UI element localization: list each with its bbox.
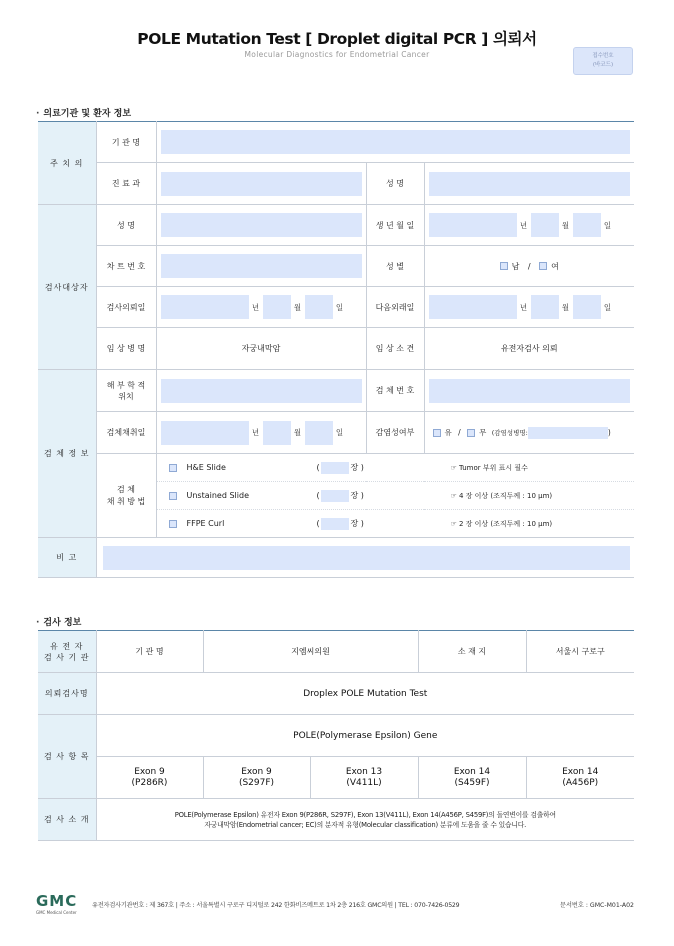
- exon-item: [418, 757, 526, 799]
- section-title-test: [36, 615, 81, 628]
- page-title: POLE Mutation Test [ Droplet digital PCR ] 의뢰서: [137, 30, 537, 48]
- patient-header: 검사대상자: [38, 205, 96, 370]
- exon-variant: (V411L): [346, 777, 382, 788]
- he-checkbox[interactable]: [169, 464, 177, 472]
- exon-variant: (S459F): [454, 777, 490, 788]
- ffpe-label: FFPE Curl: [186, 519, 225, 528]
- year-unit: 년: [519, 220, 528, 230]
- department-input[interactable]: [161, 172, 362, 196]
- collect-year-input[interactable]: [161, 421, 249, 445]
- exon-variant: (P286R): [131, 777, 168, 788]
- request-date-label: 검사의뢰일: [96, 287, 156, 328]
- bullet-icon: ·: [36, 618, 40, 628]
- exon-name: Exon 9: [134, 766, 165, 777]
- specimen-number-input[interactable]: [429, 379, 631, 403]
- he-count-input[interactable]: [321, 462, 349, 474]
- female-label: 여: [551, 261, 559, 271]
- next-day-input[interactable]: [573, 295, 601, 319]
- receipt-label: 접수번호: [592, 53, 614, 59]
- gmc-logo: [36, 892, 82, 915]
- receipt-barcode-box: [573, 47, 633, 75]
- collect-date-label: 검체채취일: [96, 412, 156, 454]
- next-visit-label: 다음외래일: [366, 287, 424, 328]
- birth-label: 생 년 월 일: [366, 205, 424, 246]
- specimen-number-label: 검 체 번 호: [366, 370, 424, 412]
- request-date-field: [157, 295, 366, 319]
- findings-label: 임 상 소 견: [366, 328, 424, 370]
- infection-detail-label: (감염성병명:: [491, 428, 528, 437]
- doctor-header: 주 치 의: [38, 122, 96, 205]
- test-info-table: [38, 630, 634, 841]
- page-subtitle: Molecular Diagnostics for Endometrial Cancer: [244, 50, 430, 59]
- day-unit: 일: [603, 302, 612, 312]
- sex-separator: /: [527, 261, 531, 271]
- location-label: 소 재 지: [418, 631, 526, 673]
- unstained-unit: 장 ): [350, 491, 364, 500]
- lab-institution-value: 지엠씨의원: [203, 631, 418, 673]
- site-input[interactable]: [161, 379, 362, 403]
- paren-open: (: [316, 463, 320, 472]
- exon-item: [96, 757, 203, 799]
- exon-variant: (S297F): [238, 777, 275, 788]
- patient-name-input[interactable]: [161, 213, 362, 237]
- req-month-input[interactable]: [263, 295, 291, 319]
- chart-input[interactable]: [161, 254, 362, 278]
- infection-label: 감염성여부: [366, 412, 424, 454]
- unstained-checkbox[interactable]: [169, 492, 177, 500]
- infection-name-input[interactable]: [528, 427, 608, 439]
- intro-line1: POLE(Polymerase Epsilon) 유전자 Exon 9(P286R, S297F), Exon 13(V411L), Exon 14(A456P, S459F)의 돌연변이를 검출하여: [174, 810, 556, 819]
- ffpe-checkbox[interactable]: [169, 520, 177, 528]
- site-label: [96, 370, 156, 412]
- infection-no-label: 무: [479, 427, 487, 437]
- diagnosis-value: 자궁내막암: [156, 328, 366, 370]
- unstained-note: ☞ 4 장 이상 (조직두께 : 10 μm): [450, 491, 553, 500]
- collect-date-field: [157, 421, 366, 445]
- year-unit: 년: [251, 428, 260, 437]
- next-visit-field: [425, 295, 635, 319]
- exon-item: [526, 757, 634, 799]
- items-header: 검 사 항 목: [38, 715, 96, 799]
- male-label: 남: [511, 261, 520, 271]
- method-row-he: [156, 454, 634, 482]
- doctor-name-label: 성 명: [366, 163, 424, 205]
- year-unit: 년: [519, 302, 528, 312]
- intro-line2: 자궁내막암(Endometrial cancer; EC)의 분자적 유형(Molecular classification) 분류에 도움을 줄 수 있습니다.: [204, 820, 527, 829]
- section-title-text: 검사 정보: [43, 618, 82, 628]
- institution-label: 기 관 명: [96, 122, 156, 163]
- req-year-input[interactable]: [161, 295, 249, 319]
- infection-yes-label: 유: [444, 427, 452, 437]
- patient-name-label: 성 명: [96, 205, 156, 246]
- month-unit: 월: [293, 428, 302, 437]
- req-day-input[interactable]: [305, 295, 333, 319]
- exon-variant: (A456P): [562, 777, 599, 788]
- male-checkbox[interactable]: [500, 262, 508, 270]
- site-label-line1: 해 부 학 적: [106, 380, 146, 390]
- infection-yes-checkbox[interactable]: [433, 429, 441, 437]
- document-number: 문서번호 : GMC-M01-A02: [559, 902, 634, 909]
- diagnosis-label: 임 상 병 명: [96, 328, 156, 370]
- month-unit: 월: [293, 302, 302, 312]
- logo-text: GMC: [36, 892, 78, 910]
- method-row-ffpe: [156, 510, 634, 538]
- method-row-unstained: [156, 482, 634, 510]
- institution-input[interactable]: [161, 130, 631, 154]
- sex-label: 성 별: [366, 246, 424, 287]
- remark-header: 비 고: [38, 538, 96, 578]
- bullet-icon: ·: [36, 109, 40, 119]
- logo-subtext: GMC Medical Center: [36, 910, 77, 915]
- section-title-patient: [36, 106, 131, 119]
- test-name-value: Droplex POLE Mutation Test: [96, 673, 634, 715]
- month-unit: 월: [561, 302, 570, 312]
- day-unit: 일: [335, 428, 344, 437]
- birth-year-input[interactable]: [429, 213, 517, 237]
- paren-open: (: [316, 491, 320, 500]
- unstained-count-input[interactable]: [321, 490, 349, 502]
- doctor-name-input[interactable]: [429, 172, 631, 196]
- next-month-input[interactable]: [531, 295, 559, 319]
- intro-text: [96, 799, 634, 841]
- day-unit: 일: [603, 220, 612, 230]
- method-label-line1: 검 체: [117, 484, 135, 494]
- ffpe-note: ☞ 2 장 이상 (조직두께 : 10 μm): [450, 519, 553, 528]
- intro-header: 검 사 소 개: [38, 799, 96, 841]
- site-label-line2: 위치: [118, 391, 134, 401]
- lab-header-line2: 검 사 기 관: [43, 652, 90, 662]
- unstained-label: Unstained Slide: [186, 491, 249, 500]
- paren-open: (: [316, 519, 320, 528]
- collect-month-input[interactable]: [263, 421, 291, 445]
- exon-item: [310, 757, 418, 799]
- exon-item: [203, 757, 310, 799]
- test-name-header: 의뢰검사명: [38, 673, 96, 715]
- sex-options: [424, 246, 634, 287]
- infection-options: 유 / 무 (감염성병명: ): [424, 412, 634, 454]
- gene-name: POLE(Polymerase Epsilon) Gene: [96, 715, 634, 757]
- female-checkbox[interactable]: [539, 262, 547, 270]
- location-value: 서울시 구로구: [526, 631, 634, 673]
- findings-value: 유전자검사 의뢰: [424, 328, 634, 370]
- section-title-text: 의료기관 및 환자 정보: [43, 109, 132, 119]
- exon-name: Exon 13: [345, 766, 383, 777]
- month-unit: 월: [561, 220, 570, 230]
- ffpe-unit: 장 ): [350, 519, 364, 528]
- infection-close: ): [607, 427, 611, 437]
- collect-day-input[interactable]: [305, 421, 333, 445]
- day-unit: 일: [335, 302, 344, 312]
- remark-input[interactable]: [103, 546, 631, 570]
- barcode-label: (바코드): [592, 62, 614, 68]
- department-label: 진 료 과: [96, 163, 156, 205]
- footer-info: 유전자검사기관번호 : 제 367호 | 주소 : 서울특별시 구로구 디지털로 242 한화비즈메트로 1차 2층 216호 GMC의원 | TEL : 070-7426-0529: [92, 902, 460, 909]
- birth-day-input[interactable]: [573, 213, 601, 237]
- patient-info-table: [38, 121, 634, 578]
- method-label: [96, 454, 156, 538]
- exon-name: Exon 14: [453, 766, 491, 777]
- lab-header: [38, 631, 96, 673]
- birth-month-input[interactable]: [531, 213, 559, 237]
- year-unit: 년: [251, 302, 260, 312]
- he-note: ☞ Tumor 부위 표시 필수: [450, 463, 528, 472]
- ffpe-count-input[interactable]: [321, 518, 349, 530]
- he-label: H&E Slide: [186, 463, 226, 472]
- next-year-input[interactable]: [429, 295, 517, 319]
- he-unit: 장 ): [350, 463, 364, 472]
- lab-header-line1: 유 전 자: [50, 641, 84, 651]
- lab-institution-label: [96, 631, 203, 673]
- method-label-line2: 채 취 방 법: [106, 496, 146, 506]
- infection-no-checkbox[interactable]: [467, 429, 475, 437]
- specimen-header: 검 체 정 보: [38, 370, 96, 538]
- birth-date-field: [425, 213, 635, 237]
- exon-name: Exon 9: [241, 766, 272, 777]
- lab-institution-label-text: 기 관 명: [135, 647, 164, 656]
- chart-label: 차 트 번 호: [96, 246, 156, 287]
- exon-name: Exon 14: [562, 766, 599, 777]
